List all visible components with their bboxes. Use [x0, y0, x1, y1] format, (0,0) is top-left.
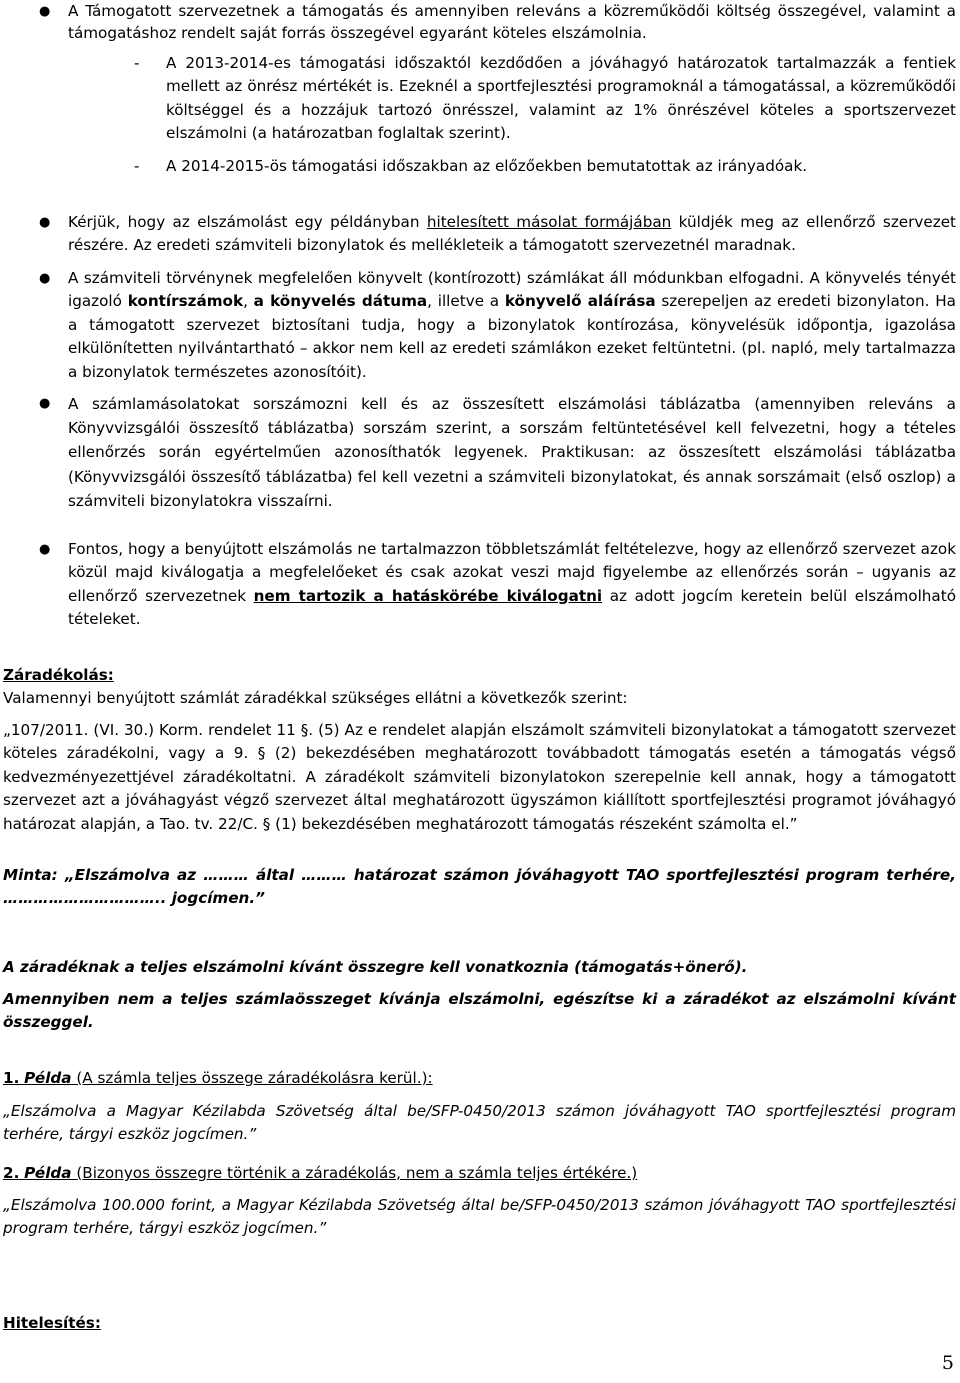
dash-marker: - [134, 157, 140, 175]
dash-marker: - [134, 54, 140, 72]
example-2-heading [3, 1162, 956, 1185]
bold-text: kontírszámok [127, 292, 244, 311]
text-run: szerepeljen az eredeti bizonylaton. Ha a támogatott szervezet biztosítani tudja, hogy a bizonylatok kontírozása, könyvelésük időpontja, igazolása elkülönítetten nyilvántartható – akkor nem kell az eredeti számlákon ezeket feltüntetni. (pl. napló, mely tartalmazza a bizonylatok természetes azonosítóit). [68, 292, 956, 381]
quote-text: „107/2011. (VI. 30.) Korm. rendelet 11 §. (5) Az e rendelet alapján elszámolt számviteli bizonylatokat a támogatott szervezet köteles záradékolni, vagy a 9. § (2) bekezdésében meghatározott továbbadott támogatás esetén a támogatás végső kedvezményezettjével záradékoltatni. A záradékolt számviteli bizonylatokon szerepelnie kell annak, hogy a támogatott szervezet azt a jóváhagyást végző szervezet által meghatározott ügyszámon kiállított sportfejlesztési programot jóváhagyó határozat alapján, a Tao. tv. 22/C. § (1) bekezdésében meghatározott támogatás részeként számolta el.” [3, 721, 956, 833]
example-text: „Elszámolva a Magyar Kézilabda Szövetség által be/SFP-0450/2013 számon jóváhagyott TAO sportfejlesztési program terhére, tárgyi eszköz jogcímen.” [3, 1102, 956, 1144]
example-text: „Elszámolva 100.000 forint, a Magyar Kézilabda Szövetség által be/SFP-0450/2013 számon jóváhagyott TAO sportfejlesztési program terhére, tárgyi eszköz jogcímen.” [3, 1196, 956, 1238]
bullet-icon: ● [39, 215, 51, 230]
dash-paragraph-1 [166, 52, 956, 146]
bullet-paragraph-3 [68, 267, 956, 384]
bold-text: könyvelő aláírása [504, 292, 656, 311]
dash-text: A 2014-2015-ös támogatási időszakban az előzőekben bemutatottak az irányadóak. [166, 157, 808, 175]
zaradekolas-intro [3, 687, 956, 710]
text-run: Kérjük, hogy az elszámolást egy példányban [68, 213, 427, 231]
example-description: (Bizonyos összegre történik a záradékolás, nem a számla teljes értékére.) [76, 1164, 638, 1182]
example-1-text [3, 1100, 956, 1147]
note-text: Amennyiben nem a teljes számlaösszeget kívánja elszámolni, egészítse ki a záradékot az elszámolni kívánt összeggel. [3, 990, 956, 1032]
text-run: az adott jogcím keretein belül elszámolható tételeket. [68, 586, 956, 629]
page-number: 5 [941, 1352, 954, 1374]
dash-paragraph-2 [166, 155, 956, 178]
regulation-quote [3, 719, 956, 836]
bold-note-1 [3, 956, 956, 979]
sample-clause [3, 864, 956, 911]
example-description: (A számla teljes összege záradékolásra kerül.): [76, 1069, 433, 1087]
bullet-text: A számlamásolatokat sorszámozni kell és az összesített elszámolási táblázatba (amennyiben releváns a Könyvvizsgálói összesítő táblázatba) sorszám szerint, a sorszám feltüntetésével kell felvezetni, hogy a tételes ellenőrzés során egyértelműen azonosíthatók legyenek. Praktikusan: az összesített elszámolási táblázatba (Könyvvizsgálói összesítő táblázatba) fel kell vezetni a számviteli bizonylatokat, és annak sorszámait (első oszlop) a számviteli bizonylatokra visszaírni. [68, 395, 956, 510]
bullet-paragraph-2 [68, 211, 956, 258]
example-label: Példa [24, 1164, 72, 1182]
bullet-paragraph-5 [68, 538, 956, 632]
text-run: A számviteli törvénynek megfelelően könyvelt (kontírozott) számlákat áll módunkban elfogadni. A könyvelés tényét igazoló [68, 269, 956, 311]
example-1-heading [3, 1067, 956, 1090]
bullet-icon: ● [39, 396, 51, 411]
bullet-icon: ● [39, 542, 51, 557]
section-heading-hitelesites [3, 1312, 956, 1335]
heading-text: Záradékolás: [3, 666, 114, 684]
section-heading-zaradekolas [3, 664, 956, 687]
bullet-paragraph-4 [68, 392, 956, 513]
bold-underlined-text: nem tartozik a hatáskörébe kiválogatni [253, 586, 603, 605]
bullet-icon: ● [39, 4, 51, 19]
text-run: , illetve a [427, 292, 505, 311]
example-number: 2. [3, 1164, 20, 1182]
text-run: küldjék meg az ellenőrző szervezet részére. Az eredeti számviteli bizonylatok és mellékleteik a támogatott szervezetnél maradnak. [68, 213, 956, 255]
heading-text: Hitelesítés: [3, 1314, 101, 1332]
note-text: A záradéknak a teljes elszámolni kívánt összegre kell vonatkoznia (támogatás+önerő). [3, 958, 748, 976]
bullet-icon: ● [39, 271, 51, 286]
underlined-text: hitelesített másolat formájában [426, 213, 672, 231]
bold-note-2 [3, 988, 956, 1035]
bullet-paragraph-1 [68, 0, 956, 44]
dash-text: A 2013-2014-es támogatási időszaktól kezdődően a jóváhagyó határozatok tartalmazzák a fentiek mellett az önrész mértékét is. Ezeknél a sportfejlesztési programoknál a támogatással, a közreműködői költséggel és a hozzájuk tartozó önrésszel, valamint az 1% önrészével köteles a sportszervezet elszámolni (a határozatban foglaltak szerint). [166, 54, 956, 143]
example-label: Példa [24, 1069, 72, 1087]
sample-text: Minta: „Elszámolva az ……… által ……… határozat számon jóváhagyott TAO sportfejlesztési program terhére, ………………………….. jogcímen.” [3, 866, 956, 908]
example-2-text [3, 1194, 956, 1241]
intro-text: Valamennyi benyújtott számlát záradékkal szükséges ellátni a következők szerint: [3, 689, 628, 707]
example-number: 1. [3, 1069, 20, 1087]
bullet-text: A Támogatott szervezetnek a támogatás és amennyiben releváns a közreműködői költség összegével, valamint a támogatáshoz rendelt saját forrás összegével egyaránt köteles elszámolnia. [68, 2, 956, 42]
text-run: Fontos, hogy a benyújtott elszámolás ne tartalmazzon többletszámlát feltételezve, hogy az ellenőrző szervezet azok közül majd kiválogatja a megfelelőeket és csak azokat veszi majd figyelembe az ellenőrzés során – ugyanis az ellenőrző szervezetnek [68, 540, 956, 605]
bold-text: a könyvelés dátuma [253, 292, 428, 311]
text-run: , [243, 292, 254, 311]
